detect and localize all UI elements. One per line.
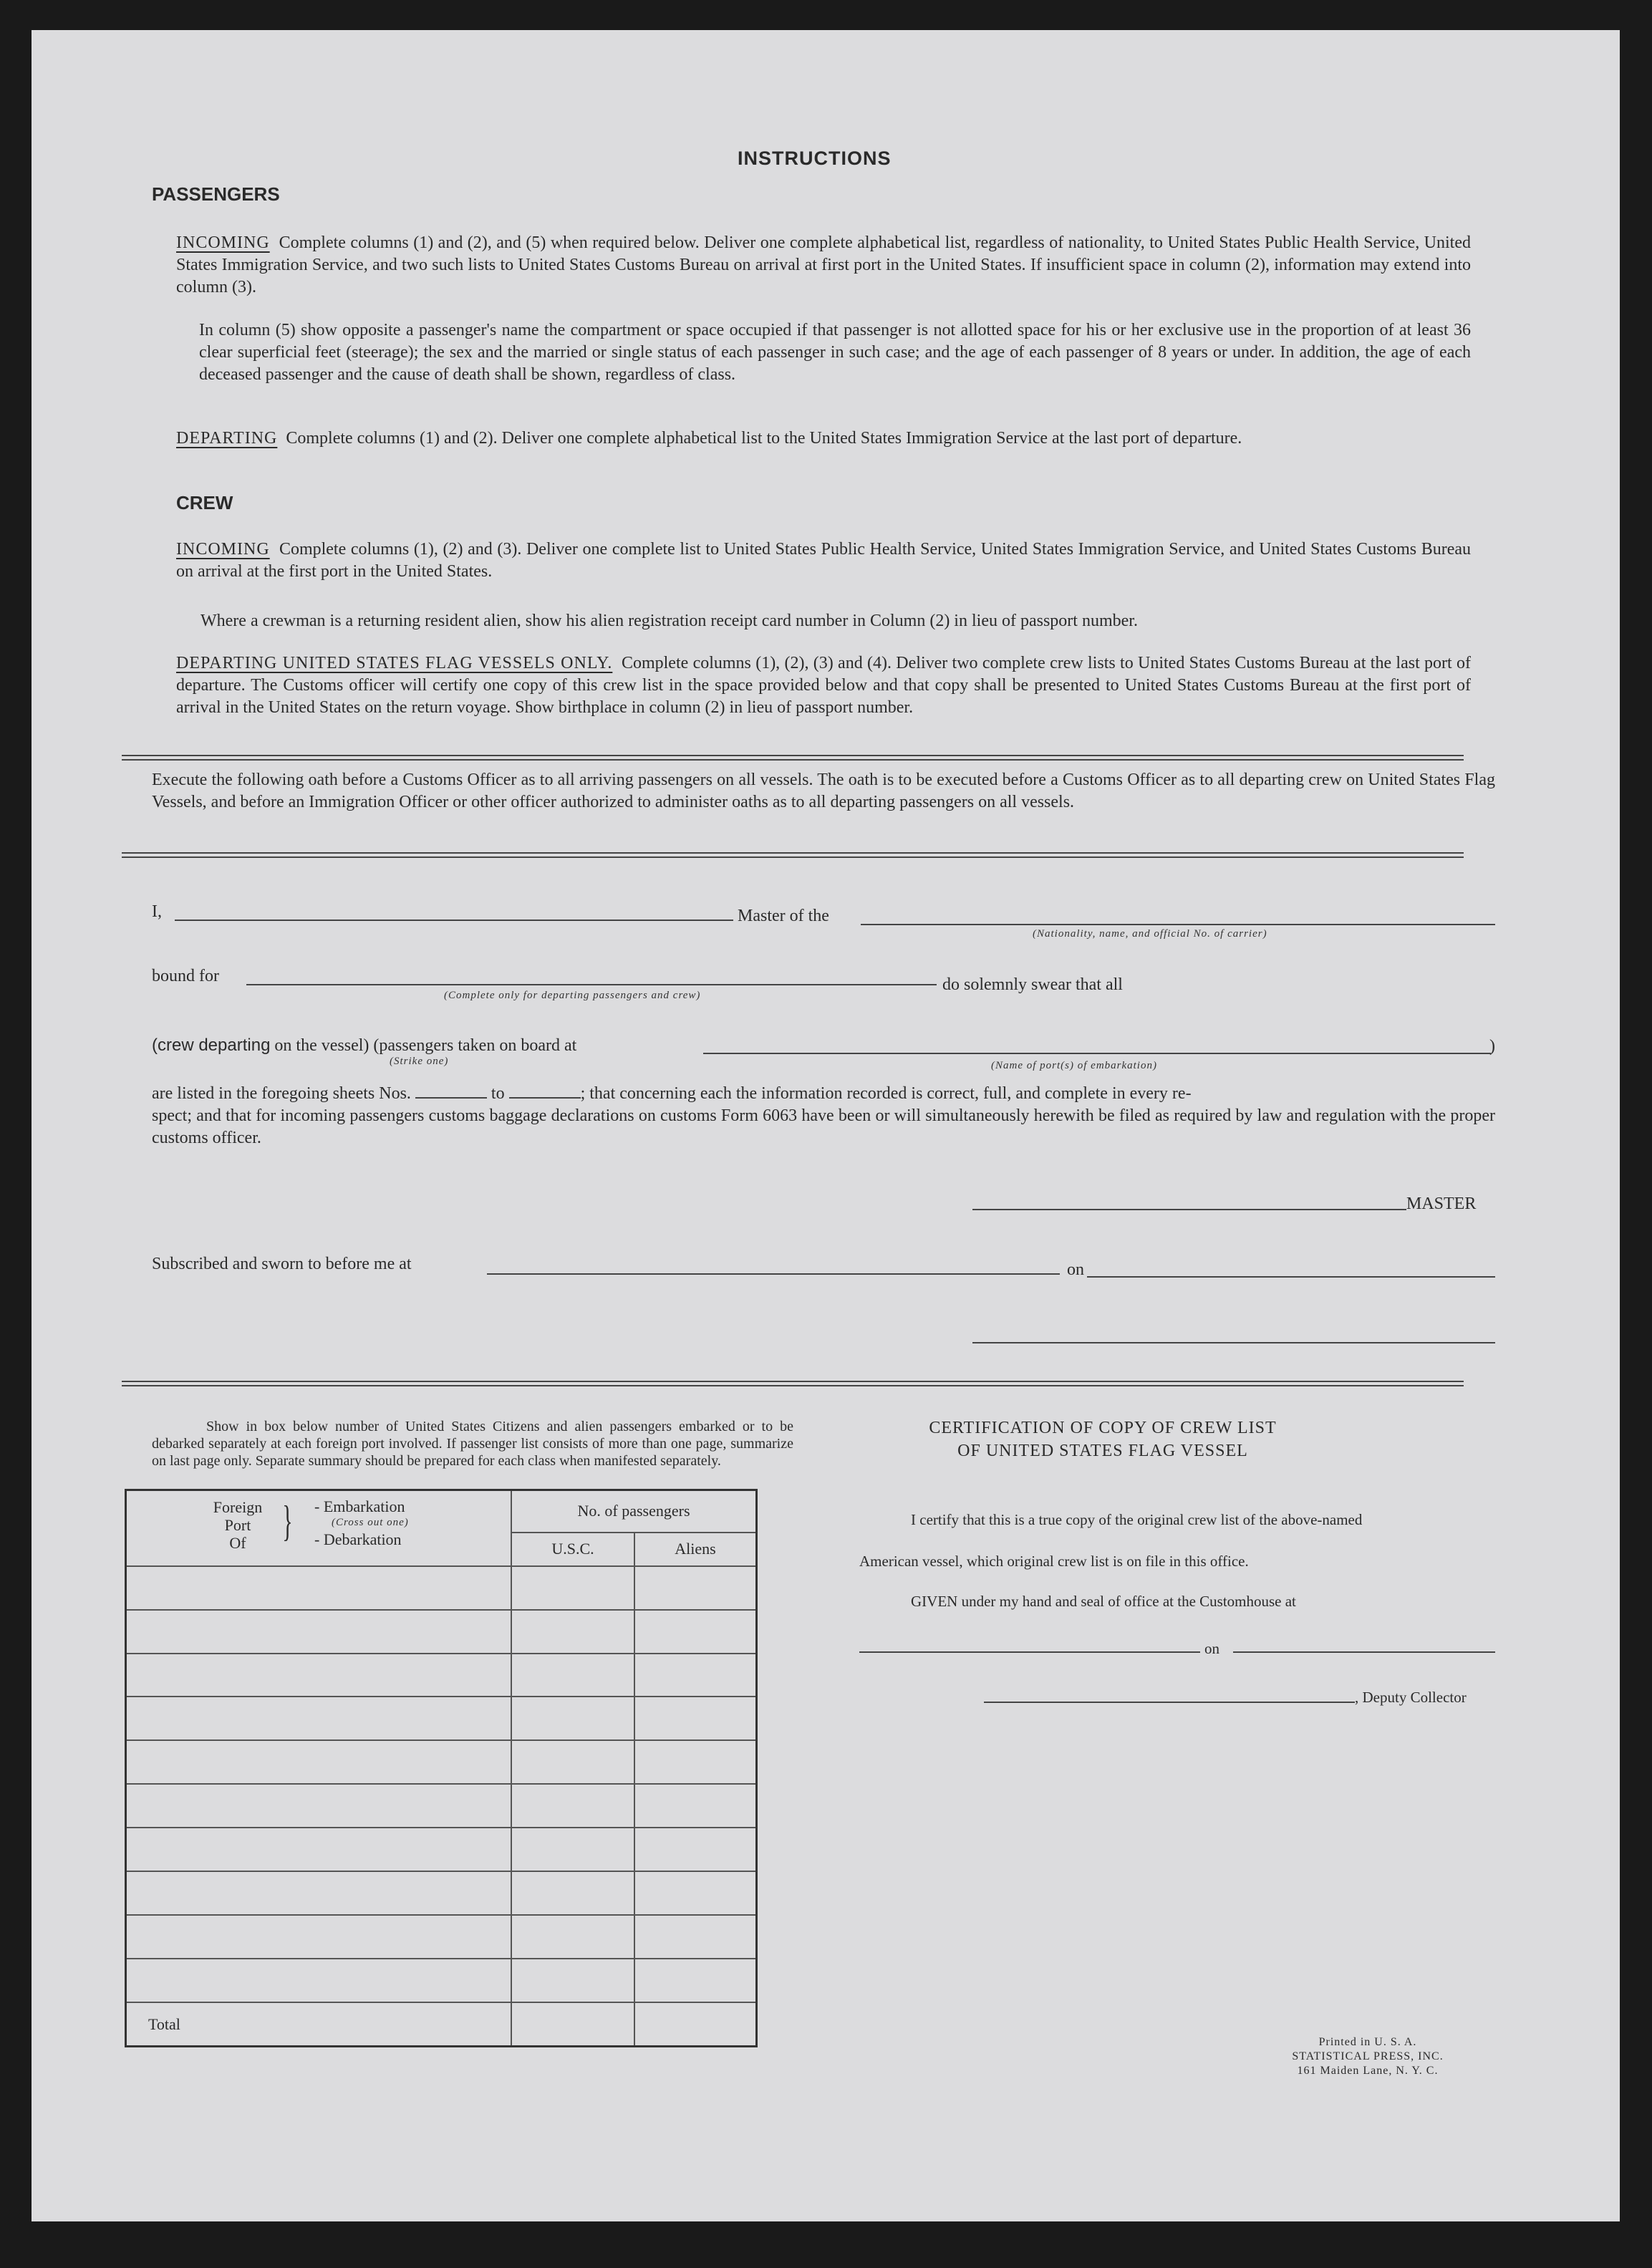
aliens-cell[interactable] (634, 1740, 757, 1784)
embarkation-label[interactable]: - Embarkation (314, 1497, 405, 1515)
crew-departing-label: DEPARTING UNITED STATES FLAG VESSELS ONLY. (176, 654, 613, 672)
aliens-cell[interactable] (634, 1915, 757, 1959)
aliens-cell[interactable] (634, 1959, 757, 2002)
usc-cell[interactable] (511, 1697, 634, 1740)
crew-departing-text: Complete columns (1), (2), (3) and (4). Deliver two complete crew lists to United States Customs Bureau at the last port of departure. The Customs officer will certify one copy of this crew list in the space provided below and that copy shall be presented to United States Customs Bureau at the first port of arrival in the United States on the return voyage. Show birthplace in column (2) in lieu of passport number. (176, 654, 1471, 717)
oath-instructions: Execute the following oath before a Customs Officer as to all arriving passengers on all vessels. The oath is to be executed before a Customs Officer as to all departing crew on United States Flag Vessels, and before an Immigration Officer or other officer authorized to administer oaths as to all departing passengers on all vessels. (152, 771, 1495, 811)
sheet-from-field[interactable] (415, 1097, 487, 1099)
master-label: MASTER (1406, 1195, 1477, 1213)
crew-departing-paragraph (176, 652, 1471, 719)
port-cell[interactable] (126, 1740, 512, 1784)
passengers-column5-paragraph: In column (5) show opposite a passenger's name the compartment or space occupied if that passenger is not allotted space for his or her exclusive use in the proportion of at least 36 clear superficial feet (steerage); the sex and the married or single status of each passenger in such case; and the age of each passenger of 8 years or under. In addition, the age of each deceased passenger and the cause of death shall be shown, regardless of class. (199, 321, 1471, 384)
printer-credit (1260, 2035, 1475, 2078)
aliens-cell[interactable] (634, 1697, 757, 1740)
sworn-place-field[interactable] (487, 1273, 1060, 1275)
aliens-cell[interactable] (634, 1871, 757, 1915)
usc-cell[interactable] (511, 1871, 634, 1915)
summary-instructions: Show in box below number of United States Citizens and alien passengers embarked or to be debarked separately at each foreign port involved. If passenger list consists of more than one page, summarize on last page only. Separate summary should be prepared for each class when manifested separately. (152, 1419, 793, 1469)
ports-caption: (Name of port(s) of embarkation) (991, 1060, 1157, 1071)
bound-for-label: bound for (152, 967, 219, 985)
given-text: GIVEN under my hand and seal of office at the Customhouse at (911, 1593, 1296, 1610)
table-header-row (126, 1490, 757, 1533)
port-cell[interactable] (126, 1871, 512, 1915)
ports-field[interactable] (703, 1053, 1491, 1054)
port-header-cell (126, 1490, 512, 1566)
certification-title (845, 1417, 1361, 1462)
printer-line2: STATISTICAL PRESS, INC. (1292, 2050, 1444, 2062)
table-row[interactable] (126, 1566, 757, 1610)
passengers-header-cell: No. of passengers (511, 1490, 757, 1533)
sheets-pre: are listed in the foregoing sheets Nos. (152, 1084, 411, 1103)
sworn-on-label: on (1067, 1260, 1084, 1279)
close-paren: ) (1489, 1037, 1495, 1056)
table-row[interactable] (126, 1610, 757, 1654)
certify-text: I certify that this is a true copy of the original crew list of the above-named (911, 1511, 1363, 1528)
customhouse-field[interactable] (859, 1651, 1200, 1653)
of-label: Of (229, 1534, 246, 1552)
crew-passengers-line (152, 1034, 576, 1057)
table-row[interactable] (126, 1959, 757, 2002)
passengers-incoming-text: Complete columns (1) and (2), and (5) when required below. Deliver one complete alphabetical list, regardless of nationality, to United States Public Health Service, United States Immigration Service, and two such lists to United States Customs Bureau on arrival at first port in the United States. If insufficient space in column (2), information may extend into column (3). (176, 233, 1472, 296)
bound-for-caption: (Complete only for departing passengers and crew) (444, 990, 701, 1001)
american-vessel-text: American vessel, which original crew list is on file in this office. (859, 1553, 1249, 1570)
total-label: Total (126, 2002, 512, 2047)
port-label: Port (224, 1516, 251, 1534)
section-divider (122, 852, 1464, 858)
cross-out-caption: (Cross out one) (332, 1517, 409, 1528)
deputy-collector-signature-field[interactable] (984, 1702, 1355, 1703)
debarkation-label[interactable]: - Debarkation (314, 1530, 402, 1548)
master-name-field[interactable] (175, 920, 733, 921)
crew-resident-paragraph: Where a crewman is a returning resident alien, show his alien registration receipt card number in Column (2) in lieu of passport number. (201, 612, 1138, 630)
passengers-incoming-label: INCOMING (176, 233, 270, 252)
swear-label: do solemnly swear that all (942, 975, 1123, 994)
usc-cell[interactable] (511, 1828, 634, 1871)
crew-incoming-label: INCOMING (176, 540, 270, 559)
port-cell[interactable] (126, 1784, 512, 1828)
sheets-to: to (491, 1084, 505, 1103)
master-signature-field[interactable] (972, 1209, 1406, 1210)
foreign-label: Foreign (213, 1498, 263, 1516)
crew-heading: CREW (176, 492, 233, 513)
deputy-collector-label: , Deputy Collector (1355, 1689, 1467, 1706)
usc-cell[interactable] (511, 1915, 634, 1959)
table-row[interactable] (126, 1871, 757, 1915)
sworn-date-field[interactable] (1087, 1276, 1495, 1278)
port-cell[interactable] (126, 1566, 512, 1610)
carrier-field[interactable] (861, 924, 1495, 925)
passengers-departing-label: DEPARTING (176, 429, 278, 448)
table-row[interactable] (126, 1784, 757, 1828)
usc-header-cell: U.S.C. (511, 1533, 634, 1566)
brace-icon: } (282, 1497, 293, 1545)
table-row[interactable] (126, 1697, 757, 1740)
passengers-taken-option[interactable]: (passengers taken on board at (373, 1036, 577, 1055)
sheets-post: ; that concerning each the information recorded is correct, full, and complete in every re- (580, 1084, 1192, 1103)
oath-continuation: spect; and that for incoming passengers customs baggage declarations on customs Form 6063 have been or will simultaneously herewith be filed as required by law and regulation with the proper customs officer. (152, 1106, 1495, 1147)
aliens-cell[interactable] (634, 1610, 757, 1654)
aliens-cell[interactable] (634, 1784, 757, 1828)
oath-i-label: I, (152, 902, 162, 921)
passengers-departing-text: Complete columns (1) and (2). Deliver one complete alphabetical list to the United States Immigration Service at the last port of departure. (286, 429, 1242, 448)
usc-cell[interactable] (511, 1610, 634, 1654)
port-cell[interactable] (126, 1915, 512, 1959)
certification-date-field[interactable] (1233, 1651, 1495, 1653)
sheet-to-field[interactable] (509, 1097, 581, 1099)
port-cell[interactable] (126, 1959, 512, 2002)
certification-on-label: on (1204, 1640, 1219, 1657)
on-vessel-label: on the vessel) (274, 1036, 369, 1055)
total-aliens-cell[interactable] (634, 2002, 757, 2047)
page-title: INSTRUCTIONS (738, 148, 892, 169)
section-divider (122, 755, 1464, 761)
strike-one-caption: (Strike one) (390, 1056, 449, 1067)
subscribed-label: Subscribed and sworn to before me at (152, 1255, 412, 1273)
usc-cell[interactable] (511, 1654, 634, 1697)
port-cell[interactable] (126, 1654, 512, 1697)
table-row[interactable] (126, 1740, 757, 1784)
aliens-cell[interactable] (634, 1654, 757, 1697)
crew-departing-option[interactable]: (crew departing (152, 1036, 271, 1055)
bound-for-field[interactable] (246, 984, 937, 985)
master-of-the-label: Master of the (738, 907, 829, 925)
aliens-cell[interactable] (634, 1828, 757, 1871)
officer-signature-field[interactable] (972, 1342, 1495, 1343)
table-row[interactable] (126, 1654, 757, 1697)
sheets-line (152, 1083, 1495, 1105)
carrier-caption: (Nationality, name, and official No. of carrier) (1033, 928, 1267, 940)
crew-incoming-text: Complete columns (1), (2) and (3). Deliver one complete list to United States Public Health Service, United States Immigration Service, and United States Customs Bureau on arrival at the first port in the United States. (176, 540, 1472, 581)
printer-line1: Printed in U. S. A. (1318, 2036, 1417, 2048)
port-cell[interactable] (126, 1697, 512, 1740)
total-row[interactable] (126, 2002, 757, 2047)
passenger-summary-table (125, 1489, 758, 2047)
aliens-header-cell: Aliens (634, 1533, 757, 1566)
usc-cell[interactable] (511, 1740, 634, 1784)
passengers-incoming-paragraph (176, 232, 1471, 299)
usc-cell[interactable] (511, 1784, 634, 1828)
aliens-cell[interactable] (634, 1566, 757, 1610)
usc-cell[interactable] (511, 1566, 634, 1610)
total-usc-cell[interactable] (511, 2002, 634, 2047)
section-divider (122, 1381, 1464, 1386)
certification-title-line1: CERTIFICATION OF COPY OF CREW LIST (929, 1419, 1277, 1437)
printer-line3: 161 Maiden Lane, N. Y. C. (1297, 2065, 1439, 2077)
passengers-departing-paragraph (176, 428, 1471, 450)
table-row[interactable] (126, 1915, 757, 1959)
usc-cell[interactable] (511, 1959, 634, 2002)
crew-incoming-paragraph (176, 539, 1471, 583)
passengers-heading: PASSENGERS (152, 183, 280, 205)
port-cell[interactable] (126, 1828, 512, 1871)
port-cell[interactable] (126, 1610, 512, 1654)
certification-title-line2: OF UNITED STATES FLAG VESSEL (957, 1442, 1248, 1460)
table-row[interactable] (126, 1828, 757, 1871)
